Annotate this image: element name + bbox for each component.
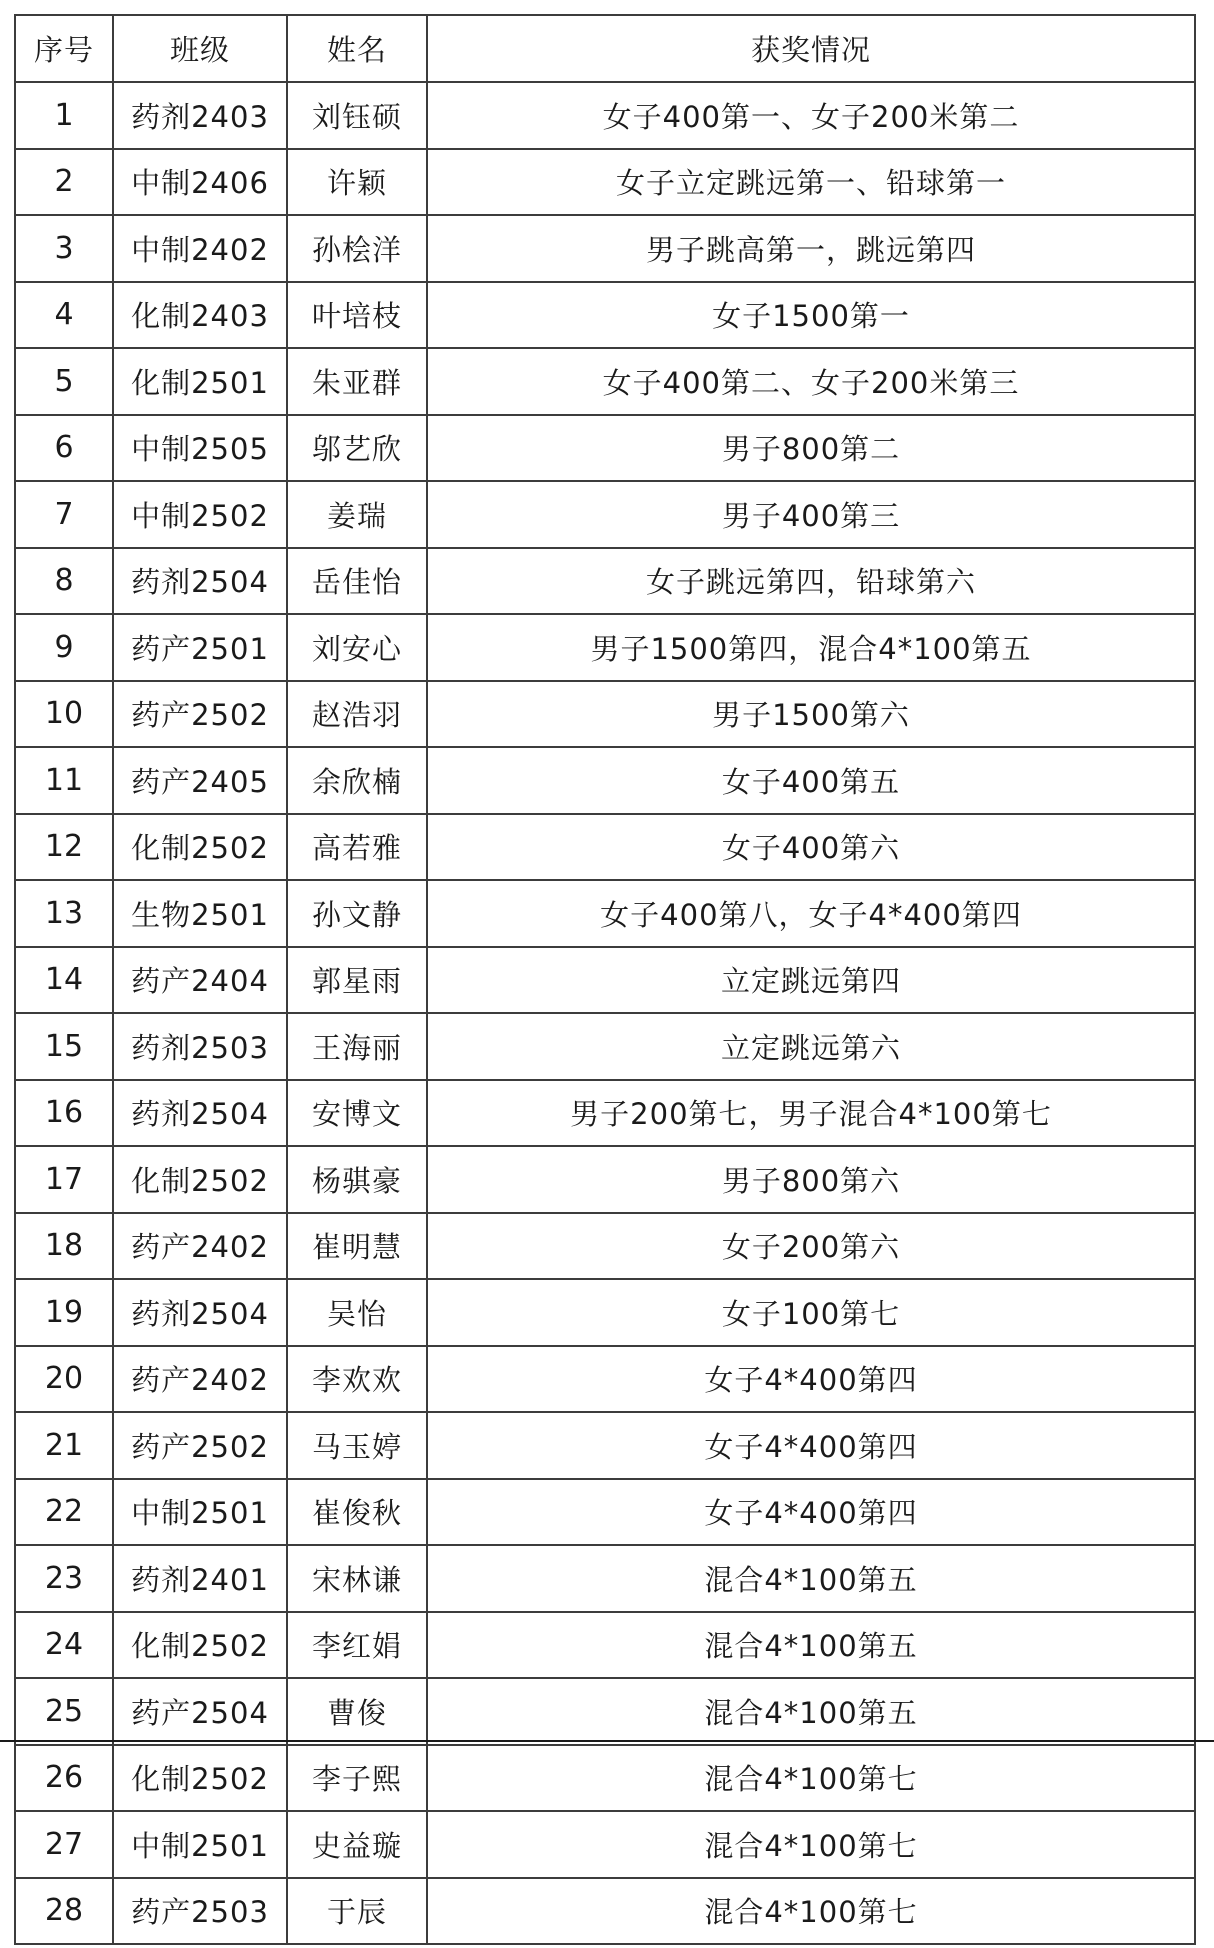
table-row [15,1545,1195,1612]
row-serial-number: 8 [15,548,113,615]
table-row [15,614,1195,681]
row-name: 吴怡 [287,1279,427,1346]
row-award: 女子400第五 [427,747,1195,814]
row-award: 男子跳高第一，跳远第四 [427,215,1195,282]
row-class: 中制2502 [113,481,287,548]
row-name: 马玉婷 [287,1412,427,1479]
row-class: 药产2501 [113,614,287,681]
table-row [15,1745,1195,1812]
row-serial-number: 28 [15,1878,113,1945]
table-row [15,814,1195,881]
row-award: 混合4*100第七 [427,1878,1195,1945]
row-serial-number: 23 [15,1545,113,1612]
row-name: 杨骐豪 [287,1146,427,1213]
row-name: 崔明慧 [287,1213,427,1280]
row-class: 中制2501 [113,1811,287,1878]
row-class: 药剂2504 [113,1080,287,1147]
awards-table [14,14,1196,1945]
table-row [15,481,1195,548]
row-serial-number: 11 [15,747,113,814]
row-award: 男子1500第四，混合4*100第五 [427,614,1195,681]
row-name: 高若雅 [287,814,427,881]
row-award: 女子4*400第四 [427,1479,1195,1546]
row-class: 化制2502 [113,1146,287,1213]
row-class: 药产2502 [113,681,287,748]
table-row [15,1811,1195,1878]
table-row [15,1346,1195,1413]
row-award: 立定跳远第六 [427,1013,1195,1080]
row-class: 中制2402 [113,215,287,282]
table-row [15,880,1195,947]
row-award: 混合4*100第五 [427,1612,1195,1679]
row-award: 男子800第六 [427,1146,1195,1213]
row-class: 化制2502 [113,1612,287,1679]
awards-table-header [15,15,1195,82]
row-name: 邬艺欣 [287,415,427,482]
row-award: 女子400第八，女子4*400第四 [427,880,1195,947]
header-class: 班级 [113,15,287,82]
row-serial-number: 3 [15,215,113,282]
row-class: 中制2406 [113,149,287,216]
row-class: 化制2403 [113,282,287,349]
table-row [15,1080,1195,1147]
row-award: 女子立定跳远第一、铅球第一 [427,149,1195,216]
table-row [15,681,1195,748]
table-row [15,1279,1195,1346]
header-award: 获奖情况 [427,15,1195,82]
row-serial-number: 1 [15,82,113,149]
table-row [15,1013,1195,1080]
table-row [15,82,1195,149]
row-award: 女子400第六 [427,814,1195,881]
row-serial-number: 7 [15,481,113,548]
table-row [15,1412,1195,1479]
header-row [15,15,1195,82]
row-serial-number: 15 [15,1013,113,1080]
row-award: 女子400第一、女子200米第二 [427,82,1195,149]
table-row [15,548,1195,615]
row-serial-number: 26 [15,1745,113,1812]
row-class: 化制2502 [113,814,287,881]
row-class: 药产2402 [113,1213,287,1280]
row-serial-number: 2 [15,149,113,216]
table-row [15,1678,1195,1745]
row-class: 中制2501 [113,1479,287,1546]
row-serial-number: 24 [15,1612,113,1679]
row-name: 崔俊秋 [287,1479,427,1546]
table-row [15,215,1195,282]
row-class: 药产2402 [113,1346,287,1413]
row-serial-number: 18 [15,1213,113,1280]
row-class: 药剂2401 [113,1545,287,1612]
row-award: 混合4*100第五 [427,1545,1195,1612]
table-row [15,747,1195,814]
row-award: 女子400第二、女子200米第三 [427,348,1195,415]
row-award: 女子1500第一 [427,282,1195,349]
row-award: 男子1500第六 [427,681,1195,748]
row-name: 余欣楠 [287,747,427,814]
row-serial-number: 22 [15,1479,113,1546]
row-name: 王海丽 [287,1013,427,1080]
table-row [15,1878,1195,1945]
row-serial-number: 20 [15,1346,113,1413]
table-row [15,415,1195,482]
row-class: 药剂2503 [113,1013,287,1080]
row-serial-number: 6 [15,415,113,482]
row-serial-number: 4 [15,282,113,349]
row-serial-number: 21 [15,1412,113,1479]
row-class: 药产2404 [113,947,287,1014]
header-serial-number: 序号 [15,15,113,82]
table-row [15,1213,1195,1280]
row-class: 药产2504 [113,1678,287,1745]
header-name: 姓名 [287,15,427,82]
row-class: 中制2505 [113,415,287,482]
row-name: 刘安心 [287,614,427,681]
row-class: 药剂2504 [113,1279,287,1346]
row-serial-number: 10 [15,681,113,748]
row-serial-number: 12 [15,814,113,881]
row-class: 药产2503 [113,1878,287,1945]
page-break-line [0,1740,1214,1742]
row-name: 李子熙 [287,1745,427,1812]
table-row [15,1146,1195,1213]
row-award: 女子4*400第四 [427,1346,1195,1413]
awards-sheet [14,14,1194,1945]
row-name: 孙文静 [287,880,427,947]
row-class: 药剂2504 [113,548,287,615]
row-serial-number: 19 [15,1279,113,1346]
table-row [15,149,1195,216]
row-class: 化制2501 [113,348,287,415]
table-row [15,947,1195,1014]
row-award: 男子400第三 [427,481,1195,548]
row-serial-number: 17 [15,1146,113,1213]
table-row [15,1479,1195,1546]
row-serial-number: 14 [15,947,113,1014]
row-class: 化制2502 [113,1745,287,1812]
row-name: 许颖 [287,149,427,216]
row-class: 生物2501 [113,880,287,947]
row-class: 药产2405 [113,747,287,814]
row-name: 安博文 [287,1080,427,1147]
row-name: 刘钰硕 [287,82,427,149]
row-name: 宋林谦 [287,1545,427,1612]
row-award: 混合4*100第七 [427,1745,1195,1812]
table-row [15,282,1195,349]
row-award: 女子100第七 [427,1279,1195,1346]
row-award: 女子跳远第四，铅球第六 [427,548,1195,615]
row-serial-number: 9 [15,614,113,681]
row-award: 混合4*100第七 [427,1811,1195,1878]
row-serial-number: 25 [15,1678,113,1745]
row-class: 药剂2403 [113,82,287,149]
row-name: 曹俊 [287,1678,427,1745]
table-row [15,1612,1195,1679]
row-name: 朱亚群 [287,348,427,415]
row-award: 女子4*400第四 [427,1412,1195,1479]
row-serial-number: 27 [15,1811,113,1878]
row-award: 立定跳远第四 [427,947,1195,1014]
row-name: 郭星雨 [287,947,427,1014]
row-name: 史益璇 [287,1811,427,1878]
row-award: 男子200第七，男子混合4*100第七 [427,1080,1195,1147]
row-name: 姜瑞 [287,481,427,548]
row-name: 于辰 [287,1878,427,1945]
row-serial-number: 13 [15,880,113,947]
row-award: 混合4*100第五 [427,1678,1195,1745]
row-name: 李欢欢 [287,1346,427,1413]
row-serial-number: 5 [15,348,113,415]
row-class: 药产2502 [113,1412,287,1479]
row-name: 李红娟 [287,1612,427,1679]
row-award: 女子200第六 [427,1213,1195,1280]
table-row [15,348,1195,415]
row-name: 岳佳怡 [287,548,427,615]
row-serial-number: 16 [15,1080,113,1147]
row-award: 男子800第二 [427,415,1195,482]
row-name: 叶培枝 [287,282,427,349]
row-name: 孙桧洋 [287,215,427,282]
awards-table-body [15,82,1195,1944]
row-name: 赵浩羽 [287,681,427,748]
